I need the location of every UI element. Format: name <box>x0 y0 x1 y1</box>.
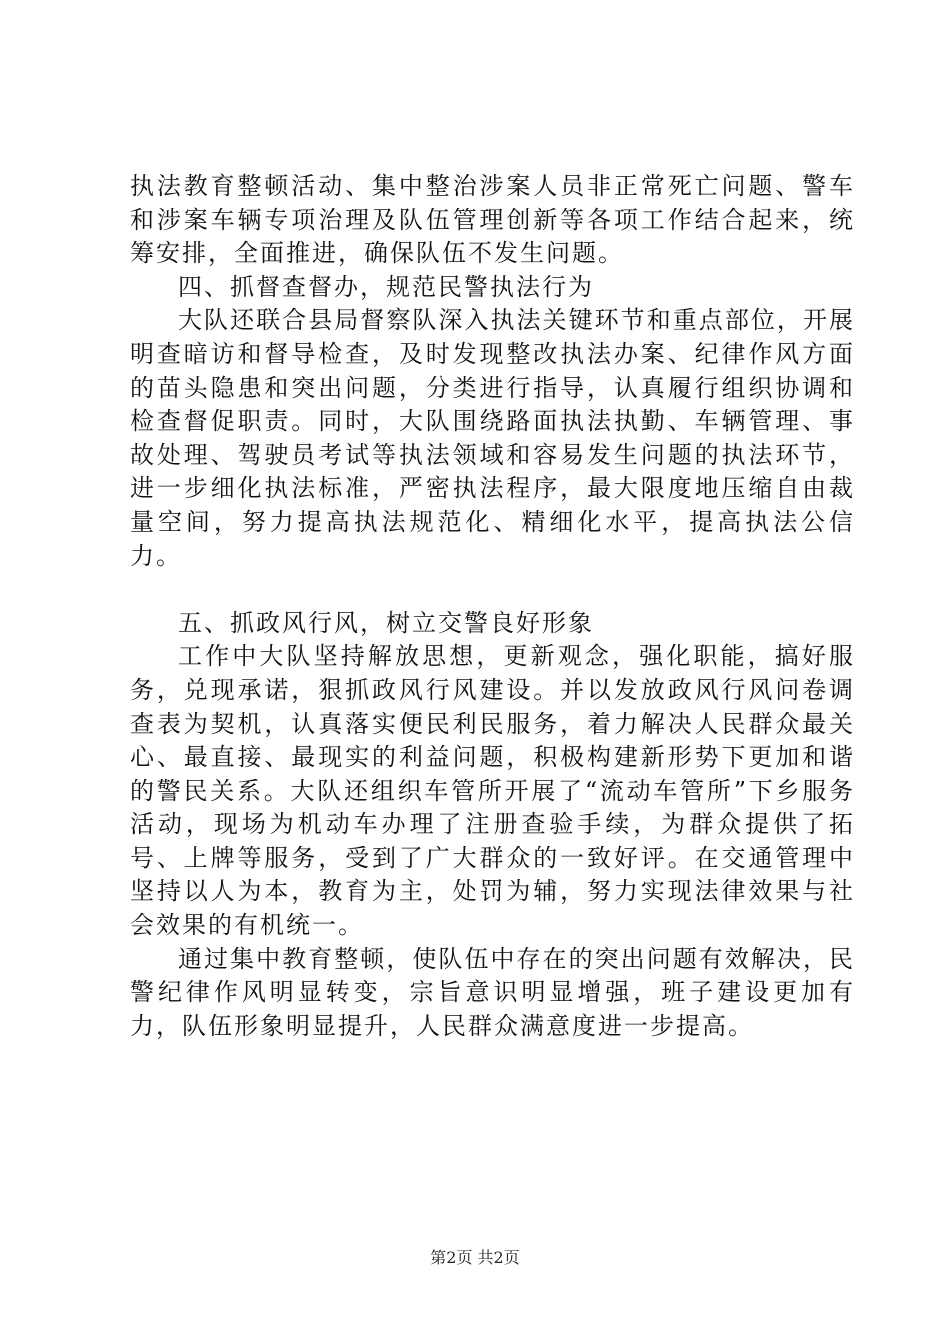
paragraph-conclusion: 通过集中教育整顿，使队伍中存在的突出问题有效解决，民警纪律作风明显转变，宗旨意识明显增强，班子建设更加有力，队伍形象明显提升，人民群众满意度进一步提高。 <box>130 944 855 1040</box>
section-heading-4: 四、抓督查督办，规范民警执法行为 <box>178 272 594 301</box>
section-heading-5: 五、抓政风行风，树立交警良好形象 <box>178 608 594 637</box>
page-number-footer: 第2页 共2页 <box>430 1248 520 1267</box>
paragraph-conduct: 工作中大队坚持解放思想，更新观念，强化职能，搞好服务，兑现承诺，狠抓政风行风建设。并以发放政风行风问卷调查表为契机，认真落实便民利民服务，着力解决人民群众最关心、最直接、最现实的利益问题，积极构建新形势下更加和谐的警民关系。大队还组织车管所开展了“流动车管所”下乡服务活动，现场为机动车办理了注册查验手续，为群众提供了拓号、上牌等服务，受到了广大群众的一致好评。在交通管理中坚持以人为本，教育为主，处罚为辅，努力实现法律效果与社会效果的有机统一。 <box>130 642 855 940</box>
paragraph-supervision: 大队还联合县局督察队深入执法关键环节和重点部位，开展明查暗访和督导检查，及时发现整改执法办案、纪律作风方面的苗头隐患和突出问题，分类进行指导，认真履行组织协调和检查督促职责。同时，大队围绕路面执法执勤、车辆管理、事故处理、驾驶员考试等执法领域和容易发生问题的执法环节，进一步细化执法标准，严密执法程序，最大限度地压缩自由裁量空间，努力提高执法规范化、精细化水平，提高执法公信力。 <box>130 306 855 570</box>
paragraph-continuation: 执法教育整顿活动、集中整治涉案人员非正常死亡问题、警车和涉案车辆专项治理及队伍管理创新等各项工作结合起来，统筹安排，全面推进，确保队伍不发生问题。 <box>130 172 855 268</box>
document-body <box>130 170 855 1043</box>
